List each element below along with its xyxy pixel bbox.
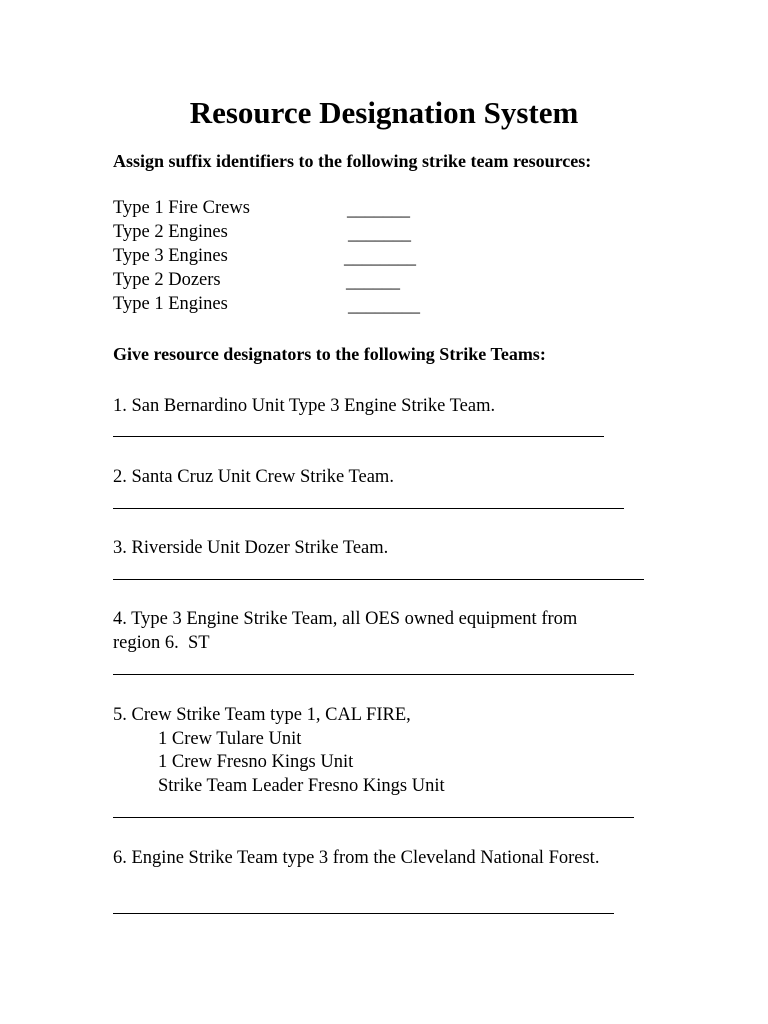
question-5-sub-3: Strike Team Leader Fresno Kings Unit xyxy=(158,776,445,796)
question-3: 3. Riverside Unit Dozer Strike Team. xyxy=(113,538,389,558)
designator-section-heading: Give resource designators to the following Strike Teams: xyxy=(113,344,546,364)
suffix-item-label: Type 3 Engines xyxy=(113,246,228,266)
question-1: 1. San Bernardino Unit Type 3 Engine Strike Team. xyxy=(113,396,496,416)
suffix-item-label: Type 2 Dozers xyxy=(113,270,221,290)
question-5-line-1: 5. Crew Strike Team type 1, CAL FIRE, xyxy=(113,705,411,725)
question-2: 2. Santa Cruz Unit Crew Strike Team. xyxy=(113,467,394,487)
suffix-answer-blank[interactable]: ________ xyxy=(348,295,420,315)
question-6: 6. Engine Strike Team type 3 from the Cleveland National Forest. xyxy=(113,848,600,868)
suffix-answer-blank[interactable]: ______ xyxy=(346,271,400,291)
answer-line-2[interactable] xyxy=(113,508,624,509)
answer-line-6[interactable] xyxy=(113,913,614,914)
suffix-section-heading: Assign suffix identifiers to the following strike team resources: xyxy=(113,151,592,171)
suffix-item-label: Type 2 Engines xyxy=(113,222,228,242)
suffix-answer-blank[interactable]: ________ xyxy=(344,247,416,267)
suffix-item-label: Type 1 Engines xyxy=(113,294,228,314)
suffix-answer-blank[interactable]: _______ xyxy=(347,199,410,219)
page-title: Resource Designation System xyxy=(189,95,579,130)
question-4-line-1: 4. Type 3 Engine Strike Team, all OES owned equipment from xyxy=(113,609,578,629)
suffix-answer-blank[interactable]: _______ xyxy=(348,223,411,243)
answer-line-5[interactable] xyxy=(113,817,634,818)
question-5-sub-2: 1 Crew Fresno Kings Unit xyxy=(158,752,354,772)
question-4-line-2: region 6. ST xyxy=(113,633,210,653)
answer-line-1[interactable] xyxy=(113,436,604,437)
question-5-sub-1: 1 Crew Tulare Unit xyxy=(158,729,302,749)
answer-line-3[interactable] xyxy=(113,579,644,580)
suffix-item-label: Type 1 Fire Crews xyxy=(113,198,250,218)
answer-line-4[interactable] xyxy=(113,674,634,675)
